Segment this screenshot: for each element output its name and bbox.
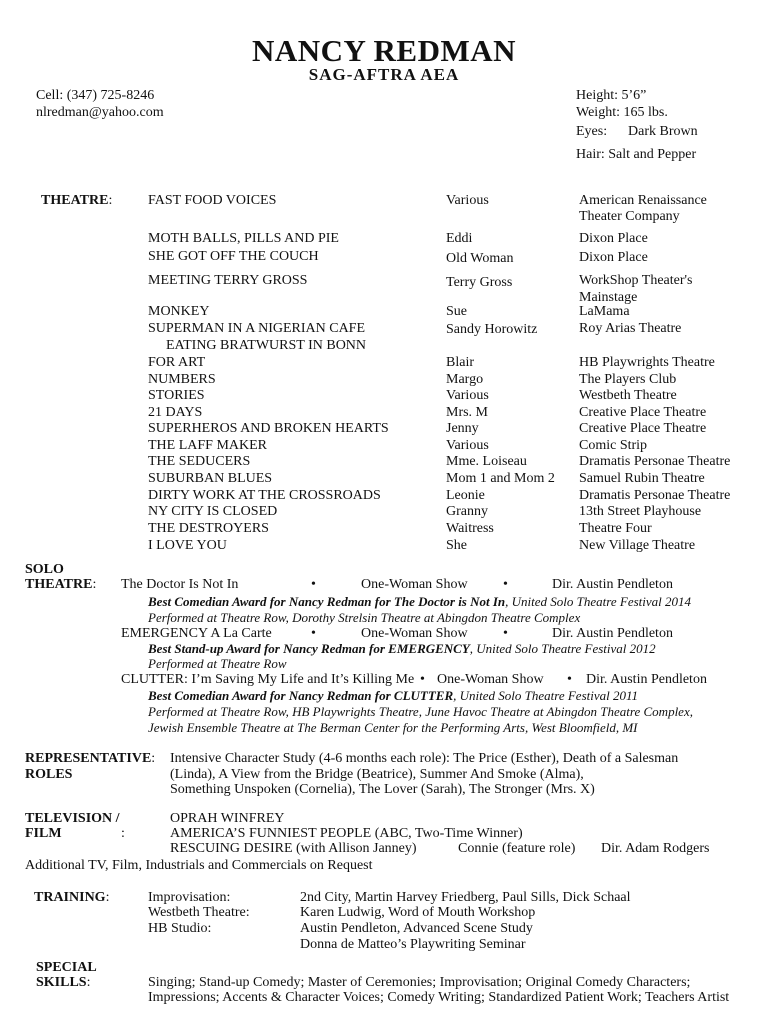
cell-phone: Cell: (347) 725-8246 xyxy=(36,88,155,103)
solo-heading: SOLO xyxy=(25,562,64,577)
theatre-title-line2: EATING BRATWURST IN BONN xyxy=(166,338,367,353)
skills-text: Impressions; Accents & Character Voices; Comedy Writing; Standardized Patient Work; Teachers Artist xyxy=(148,990,730,1005)
solo-award: Best Comedian Award for Nancy Redman for CLUTTER, United Solo Theatre Festival 2011 xyxy=(148,688,639,703)
theatre-title: FAST FOOD VOICES xyxy=(148,193,277,208)
theatre-title: STORIES xyxy=(148,388,205,403)
theatre-venue: WorkShop Theater's xyxy=(579,273,693,288)
theatre-role: Waitress xyxy=(446,521,494,536)
theatre-role: Margo xyxy=(446,372,484,387)
solo-performed-at: Performed at Theatre Row xyxy=(148,656,287,671)
skills-text: Singing; Stand-up Comedy; Master of Ceremonies; Improvisation; Original Comedy Characters; xyxy=(148,975,691,990)
skills-heading: SPECIAL xyxy=(36,960,97,975)
theatre-venue: Dramatis Personae Theatre xyxy=(579,454,731,469)
theatre-role: Granny xyxy=(446,504,488,519)
eyes-value: Dark Brown xyxy=(628,124,698,139)
theatre-title: THE LAFF MAKER xyxy=(148,438,268,453)
bullet-separator: • xyxy=(311,626,316,641)
weight: Weight: 165 lbs. xyxy=(576,105,668,120)
training-place: HB Studio: xyxy=(148,921,212,936)
theatre-venue: Roy Arias Theatre xyxy=(579,321,682,336)
theatre-heading: THEATRE: xyxy=(41,193,113,208)
bullet-separator: • xyxy=(503,577,508,592)
theatre-title: NUMBERS xyxy=(148,372,216,387)
theatre-role: Eddi xyxy=(446,231,473,246)
theatre-role: Sandy Horowitz xyxy=(446,322,538,337)
film-credit-director: Dir. Adam Rodgers xyxy=(601,841,710,856)
tv-film-heading-line2: FILM xyxy=(25,826,62,841)
training-heading: TRAINING: xyxy=(34,890,110,905)
solo-show-type: One-Woman Show xyxy=(437,672,544,687)
tv-credit: OPRAH WINFREY xyxy=(170,811,285,826)
theatre-role: She xyxy=(446,538,467,553)
theatre-venue: Theatre Four xyxy=(579,521,652,536)
theatre-venue: The Players Club xyxy=(579,372,677,387)
theatre-title: SUPERHEROS AND BROKEN HEARTS xyxy=(148,421,389,436)
theatre-role: Various xyxy=(446,193,489,208)
theatre-venue: Samuel Rubin Theatre xyxy=(579,471,705,486)
solo-performed-at-line2: Jewish Ensemble Theatre at The Berman Center for the Performing Arts, West Bloomfield, MI xyxy=(148,720,638,735)
bullet-separator: • xyxy=(311,577,316,592)
theatre-venue: Creative Place Theatre xyxy=(579,405,707,420)
union-affiliations: SAG-AFTRA AEA xyxy=(308,65,460,84)
training-detail: 2nd City, Martin Harvey Friedberg, Paul Sills, Dick Schaal xyxy=(300,890,631,905)
training-detail: Karen Ludwig, Word of Mouth Workshop xyxy=(300,905,536,920)
theatre-role: Various xyxy=(446,438,489,453)
theatre-role: Blair xyxy=(446,355,474,370)
theatre-venue: Dixon Place xyxy=(579,231,648,246)
solo-show-director: Dir. Austin Pendleton xyxy=(586,672,707,687)
solo-performed-at: Performed at Theatre Row, Dorothy Strelsin Theatre at Abingdon Theatre Complex xyxy=(148,610,581,625)
theatre-title: 21 DAYS xyxy=(148,405,203,420)
theatre-role: Sue xyxy=(446,304,467,319)
theatre-title: NY CITY IS CLOSED xyxy=(148,504,278,519)
theatre-title: SUBURBAN BLUES xyxy=(148,471,273,486)
bullet-separator: • xyxy=(503,626,508,641)
solo-show-type: One-Woman Show xyxy=(361,626,468,641)
solo-show-title: The Doctor Is Not In xyxy=(121,577,239,592)
tv-film-heading: TELEVISION / xyxy=(25,811,120,826)
theatre-venue: LaMama xyxy=(579,304,630,319)
tv-film-colon: : xyxy=(121,826,125,841)
training-detail: Donna de Matteo’s Playwriting Seminar xyxy=(300,937,526,952)
solo-show-director: Dir. Austin Pendleton xyxy=(552,577,673,592)
solo-show-type: One-Woman Show xyxy=(361,577,468,592)
theatre-title: FOR ART xyxy=(148,355,206,370)
theatre-venue: 13th Street Playhouse xyxy=(579,504,702,519)
bullet-separator: • xyxy=(420,672,425,687)
theatre-venue: Creative Place Theatre xyxy=(579,421,707,436)
theatre-venue: Dixon Place xyxy=(579,250,648,265)
theatre-role: Jenny xyxy=(446,421,479,436)
solo-show-director: Dir. Austin Pendleton xyxy=(552,626,673,641)
theatre-role: Various xyxy=(446,388,489,403)
height: Height: 5’6” xyxy=(576,88,647,103)
solo-show-title: EMERGENCY A La Carte xyxy=(121,626,272,641)
additional-credits-note: Additional TV, Film, Industrials and Commercials on Request xyxy=(25,858,373,873)
representative-heading: REPRESENTATIVE: xyxy=(25,751,156,766)
theatre-venue: American Renaissance xyxy=(579,193,707,208)
skills-heading-line2: SKILLS: xyxy=(36,975,91,990)
theatre-title: MEETING TERRY GROSS xyxy=(148,273,308,288)
theatre-title: THE DESTROYERS xyxy=(148,521,269,536)
theatre-role: Mom 1 and Mom 2 xyxy=(446,471,555,486)
training-detail: Austin Pendleton, Advanced Scene Study xyxy=(300,921,533,936)
solo-award: Best Stand-up Award for Nancy Redman for EMERGENCY, United Solo Theatre Festival 2012 xyxy=(148,641,656,656)
theatre-title: SUPERMAN IN A NIGERIAN CAFE xyxy=(148,321,366,336)
theatre-role: Mrs. M xyxy=(446,405,489,420)
theatre-title: SHE GOT OFF THE COUCH xyxy=(148,249,319,264)
representative-roles-text: Intensive Character Study (4-6 months each role): The Price (Esther), Death of a Salesman xyxy=(170,751,679,766)
eyes-label: Eyes: xyxy=(576,124,608,139)
tv-credit: AMERICA’S FUNNIEST PEOPLE (ABC, Two-Time Winner) xyxy=(170,826,523,841)
theatre-title: I LOVE YOU xyxy=(148,538,227,553)
representative-roles-text: (Linda), A View from the Bridge (Beatrice), Summer And Smoke (Alma), xyxy=(170,767,584,782)
training-place: Improvisation: xyxy=(148,890,231,905)
representative-heading-line2: ROLES xyxy=(25,767,73,782)
solo-performed-at: Performed at Theatre Row, HB Playwrights Theatre, June Havoc Theatre at Abingdon Theatre Complex, xyxy=(148,704,693,719)
bullet-separator: • xyxy=(567,672,572,687)
theatre-venue-line2: Mainstage xyxy=(579,290,638,305)
theatre-role: Terry Gross xyxy=(446,275,513,290)
film-credit-role: Connie (feature role) xyxy=(458,841,576,856)
email: nlredman@yahoo.com xyxy=(36,105,164,120)
theatre-venue: HB Playwrights Theatre xyxy=(579,355,715,370)
hair: Hair: Salt and Pepper xyxy=(576,147,697,162)
representative-roles-text: Something Unspoken (Cornelia), The Lover (Sarah), The Stronger (Mrs. X) xyxy=(170,782,595,797)
theatre-title: MONKEY xyxy=(148,304,210,319)
film-credit: RESCUING DESIRE (with Allison Janney) xyxy=(170,841,417,856)
theatre-title: MOTH BALLS, PILLS AND PIE xyxy=(148,231,339,246)
theatre-title: DIRTY WORK AT THE CROSSROADS xyxy=(148,488,381,503)
theatre-venue: Comic Strip xyxy=(579,438,648,453)
theatre-role: Old Woman xyxy=(446,251,514,266)
theatre-role: Leonie xyxy=(446,488,485,503)
training-place: Westbeth Theatre: xyxy=(148,905,250,920)
theatre-role: Mme. Loiseau xyxy=(446,454,527,469)
actor-name: NANCY REDMAN xyxy=(251,33,517,68)
solo-heading-line2: THEATRE: xyxy=(25,577,97,592)
solo-show-title: CLUTTER: I’m Saving My Life and It’s Killing Me xyxy=(121,672,415,687)
theatre-venue-line2: Theater Company xyxy=(579,209,680,224)
theatre-venue: Dramatis Personae Theatre xyxy=(579,488,731,503)
theatre-venue: Westbeth Theatre xyxy=(579,388,677,403)
theatre-title: THE SEDUCERS xyxy=(148,454,251,469)
theatre-venue: New Village Theatre xyxy=(579,538,696,553)
solo-award: Best Comedian Award for Nancy Redman for The Doctor is Not In, United Solo Theatre Festival 2014 xyxy=(148,594,691,609)
